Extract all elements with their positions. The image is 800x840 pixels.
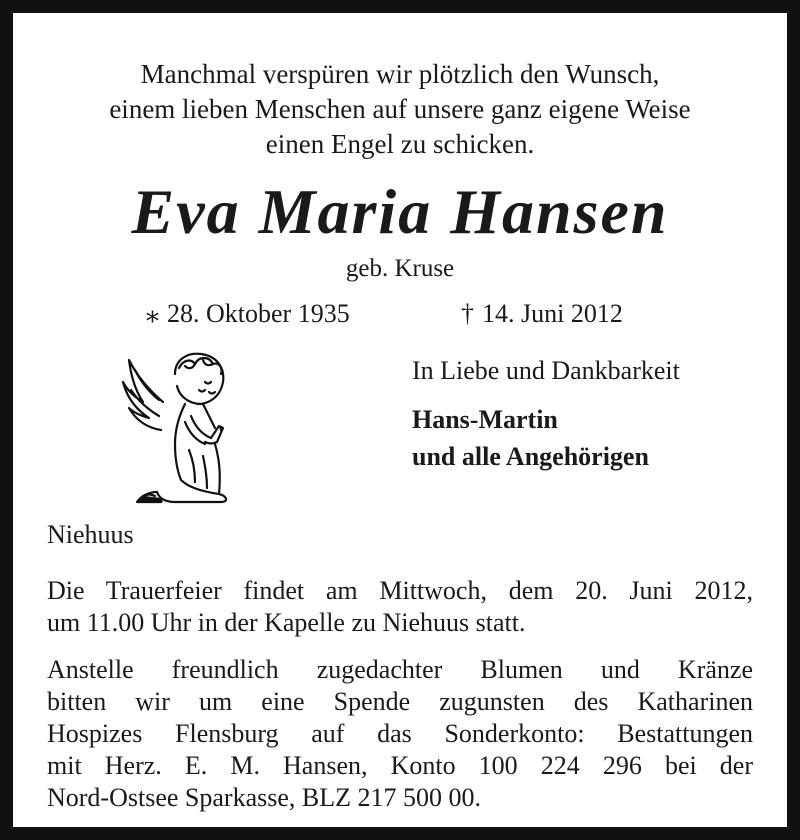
donation-line: Hospizes Flensburg auf das Sonderkonto: Bestattungen — [47, 719, 753, 748]
death-date-text: 14. Juni 2012 — [482, 299, 623, 328]
funeral-line: um 11.00 Uhr in der Kapelle zu Niehuus statt. — [47, 608, 526, 637]
poem-line: einem lieben Menschen auf unsere ganz eigene Weise — [109, 94, 691, 124]
maiden-name: geb. Kruse — [345, 255, 455, 282]
donation-line: bitten wir um eine Spende zugunsten des Katharinen — [47, 687, 753, 716]
praying-angel-icon — [119, 346, 249, 506]
poem-line: einen Engel zu schicken. — [265, 129, 535, 159]
deceased-name: Eva Maria Hansen — [131, 176, 669, 247]
mourner-name: und alle Angehörigen — [412, 442, 649, 471]
opening-poem — [13, 57, 787, 162]
death-date — [461, 298, 623, 330]
donation-line: mit Herz. E. M. Hansen, Konto 100 224 296 bei der — [47, 751, 753, 780]
funeral-line: Die Trauerfeier findet am Mittwoch, dem 20. Juni 2012, — [47, 576, 753, 605]
donation-info — [47, 654, 753, 814]
birth-star-icon: ⁎ — [146, 299, 159, 328]
birth-date-text: 28. Oktober 1935 — [167, 299, 350, 328]
donation-line: Anstelle freundlich zugedachter Blumen und Kränze — [47, 655, 753, 684]
mourner-names — [412, 401, 649, 475]
funeral-info — [47, 575, 753, 639]
death-cross-icon: † — [461, 299, 474, 328]
thanks-line: In Liebe und Dankbarkeit — [412, 356, 680, 385]
mourner-name: Hans-Martin — [412, 405, 558, 434]
poem-line: Manchmal verspüren wir plötzlich den Wunsch, — [140, 59, 660, 89]
donation-line: Nord-Ostsee Sparkasse, BLZ 217 500 00. — [47, 783, 481, 812]
birth-date — [146, 298, 350, 330]
location: Niehuus — [47, 520, 134, 549]
